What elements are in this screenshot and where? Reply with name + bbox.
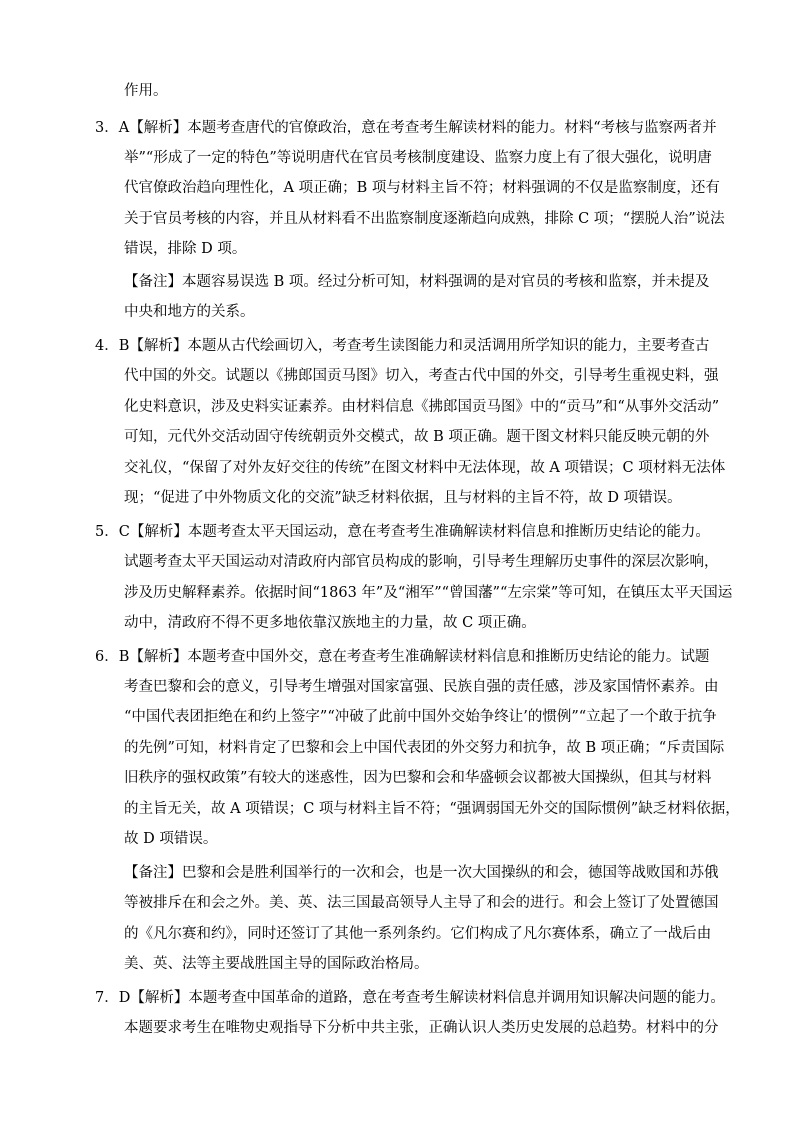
text-line: 关于官员考核的内容，并且从材料看不出监察制度逐渐趋向成熟，排除 C 项；“摆脱人治”说法 bbox=[124, 211, 725, 227]
text-line: 本题要求考生在唯物史观指导下分析中共主张，正确认识人类历史发展的总趋势。材料中的分 bbox=[124, 1020, 719, 1036]
text-line: “中国代表团拒绝在和约上签字”“冲破了此前中国外交始争终让’的惯例”“立起了一个敢于抗争 bbox=[124, 709, 717, 725]
text-line: 错误，排除 D 项。 bbox=[124, 241, 247, 257]
text-line: 的主旨无关，故 A 项错误；C 项与材料主旨不符；“强调弱国无外交的国际惯例”缺乏材料依据， bbox=[124, 801, 740, 817]
text-line: 涉及历史解释素养。依据时间“1863 年”及“湘军”“曾国藩”“左宗棠”等可知，在镇压太平天国运 bbox=[124, 585, 733, 601]
text-line: 代官僚政治趋向理性化，A 项正确；B 项与材料主旨不符；材料强调的不仅是监察制度，还有 bbox=[124, 180, 720, 196]
text-line: 代中国的外交。试题以《拂郎国贡马图》切入，考查古代中国的外交，引导考生重视史料，强 bbox=[124, 368, 719, 384]
text-line: 7．D【解析】本题考查中国革命的道路，意在考查考生解读材料信息并调用知识解决问题的能力。 bbox=[95, 990, 725, 1006]
text-line: 3．A【解析】本题考查唐代的官僚政治，意在考查考生解读材料的能力。材料“考核与监察两者并 bbox=[95, 120, 717, 136]
text-line: 6．B【解析】本题考查中国外交，意在考查考生准确解读材料信息和推断历史结论的能力。试题 bbox=[95, 649, 710, 665]
text-line: 美、英、法等主要战胜国主导的国际政治格局。 bbox=[124, 956, 429, 972]
text-line: 可知，元代外交活动固守传统朝贡外交模式，故 B 项正确。题干图文材料只能反映元朝的外 bbox=[124, 429, 710, 445]
text-line: 故 D 项错误。 bbox=[124, 831, 218, 847]
text-line: 旧秩序的强权政策”有较大的迷惑性，因为巴黎和会和华盛顿会议都被大国操纵，但其与材料 bbox=[124, 770, 712, 786]
text-line: 的先例”可知，材料肯定了巴黎和会上中国代表团的外交努力和抗争，故 B 项正确；“斥责国际 bbox=[124, 740, 725, 756]
text-line: 考查巴黎和会的意义，引导考生增强对国家富强、民族自强的责任感，涉及家国情怀素养。由 bbox=[124, 679, 719, 695]
text-line: 动中，清政府不得不更多地依靠汉族地主的力量，故 C 项正确。 bbox=[124, 615, 536, 631]
text-line: 交礼仪，“保留了对外友好交往的传统”在图文材料中无法体现，故 A 项错误；C 项材料无法体 bbox=[124, 460, 726, 476]
text-line: 中央和地方的关系。 bbox=[124, 304, 255, 320]
text-line: 【备注】巴黎和会是胜利国举行的一次和会，也是一次大国操纵的和会，德国等战败国和苏俄 bbox=[124, 865, 719, 881]
text-line: 的《凡尔赛和约》，同时还签订了其他一系列条约。它们构成了凡尔赛体系，确立了一战后由 bbox=[124, 926, 712, 942]
text-line: 作用。 bbox=[124, 83, 168, 99]
text-line: 5．C【解析】本题考查太平天国运动，意在考查考生准确解读材料信息和推断历史结论的能力。 bbox=[95, 524, 710, 540]
text-line: 举”“形成了一定的特色”等说明唐代在官员考核制度建设、监察力度上有了很大强化，说明唐 bbox=[124, 150, 712, 166]
text-line: 试题考查太平天国运动对清政府内部官员构成的影响，引导考生理解历史事件的深层次影响， bbox=[124, 554, 719, 570]
text-line: 化史料意识，涉及史料实证素养。由材料信息《拂郎国贡马图》中的“贡马”和“从事外交活动” bbox=[124, 399, 720, 415]
text-line: 等被排斥在和会之外。美、英、法三国最高领导人主导了和会的进行。和会上签订了处置德国 bbox=[124, 895, 719, 911]
text-line: 4．B【解析】本题从古代绘画切入，考查考生读图能力和灵活调用所学知识的能力，主要考查古 bbox=[95, 338, 710, 354]
text-line: 现；“促进了中外物质文化的交流”缺乏材料依据，且与材料的主旨不符，故 D 项错误。 bbox=[124, 490, 682, 506]
text-line: 【备注】本题容易误选 B 项。经过分析可知，材料强调的是对官员的考核和监察，并未提及 bbox=[124, 274, 710, 290]
